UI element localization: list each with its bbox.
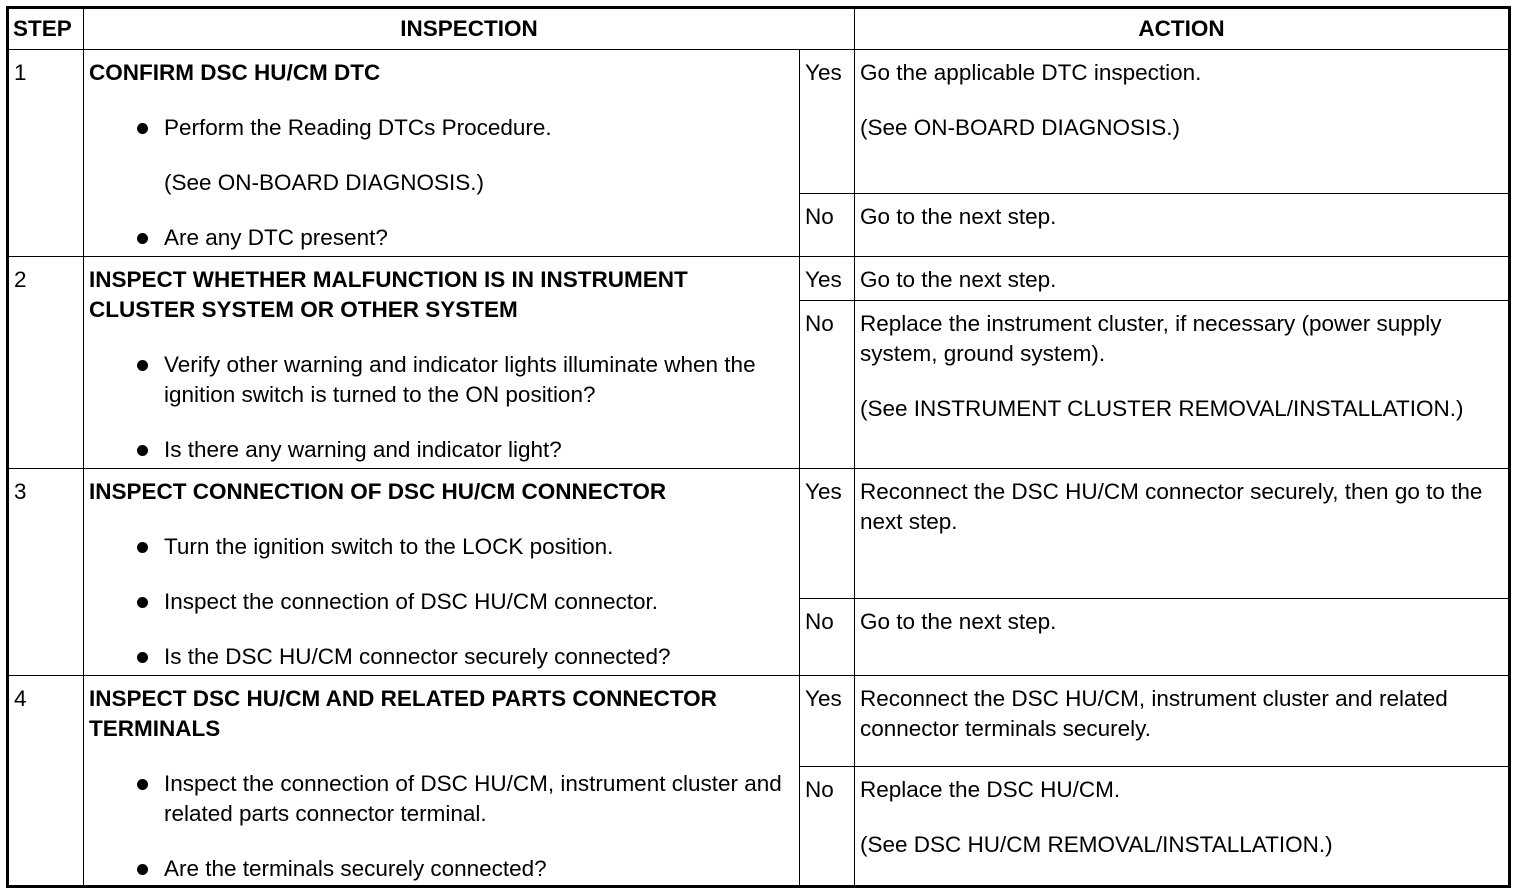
step-4-yes-row bbox=[8, 676, 1510, 767]
bullet-item: Turn the ignition switch to the LOCK position. bbox=[89, 532, 793, 562]
no-label: No bbox=[800, 194, 855, 257]
step-number: 2 bbox=[8, 257, 84, 469]
no-label: No bbox=[800, 599, 855, 676]
step-4-inspection bbox=[84, 676, 800, 887]
step-number: 1 bbox=[8, 50, 84, 257]
bullet-item: Are the terminals securely connected? bbox=[89, 854, 793, 884]
reference-text: (See ON-BOARD DIAGNOSIS.) bbox=[860, 115, 1181, 140]
step-3-inspection bbox=[84, 469, 800, 676]
step-2-yes-row bbox=[8, 257, 1510, 301]
header-row bbox=[8, 8, 1510, 50]
action-text: Replace the DSC HU/CM. bbox=[860, 777, 1121, 802]
reference-text: (See INSTRUMENT CLUSTER REMOVAL/INSTALLATION.) bbox=[860, 396, 1464, 421]
step-title: INSPECT CONNECTION OF DSC HU/CM CONNECTOR bbox=[89, 479, 667, 504]
bullet-item: Verify other warning and indicator lights illuminate when the ignition switch is turned to the ON position? bbox=[89, 350, 793, 410]
action-text: Reconnect the DSC HU/CM, instrument cluster and related connector terminals securely. bbox=[860, 686, 1448, 741]
step-1-inspection bbox=[84, 50, 800, 257]
bullet-item: Inspect the connection of DSC HU/CM connector. bbox=[89, 587, 793, 617]
bullet-item: Inspect the connection of DSC HU/CM, instrument cluster and related parts connector terminal. bbox=[89, 769, 793, 829]
reference-text: (See ON-BOARD DIAGNOSIS.) bbox=[164, 170, 485, 195]
yes-action bbox=[855, 50, 1510, 194]
yes-action bbox=[855, 469, 1510, 599]
diagnostic-table bbox=[6, 6, 1511, 888]
no-action bbox=[855, 767, 1510, 887]
step-title: INSPECT DSC HU/CM AND RELATED PARTS CONNECTOR TERMINALS bbox=[89, 686, 717, 741]
action-text: Reconnect the DSC HU/CM connector securely, then go to the next step. bbox=[860, 479, 1483, 534]
action-text: Go the applicable DTC inspection. bbox=[860, 60, 1202, 85]
yes-action bbox=[855, 676, 1510, 767]
yes-label: Yes bbox=[800, 676, 855, 767]
no-action bbox=[855, 301, 1510, 469]
step-title: CONFIRM DSC HU/CM DTC bbox=[89, 60, 381, 85]
reference-text: (See DSC HU/CM REMOVAL/INSTALLATION.) bbox=[860, 832, 1333, 857]
yes-action bbox=[855, 257, 1510, 301]
header-action: ACTION bbox=[855, 8, 1510, 50]
yes-label: Yes bbox=[800, 257, 855, 301]
step-3-yes-row bbox=[8, 469, 1510, 599]
no-action bbox=[855, 194, 1510, 257]
step-1-yes-row bbox=[8, 50, 1510, 194]
action-text: Go to the next step. bbox=[860, 204, 1057, 229]
yes-label: Yes bbox=[800, 469, 855, 599]
yes-label: Yes bbox=[800, 50, 855, 194]
step-number: 3 bbox=[8, 469, 84, 676]
no-label: No bbox=[800, 767, 855, 887]
bullet-item: Perform the Reading DTCs Procedure. bbox=[89, 113, 793, 143]
action-text: Go to the next step. bbox=[860, 267, 1057, 292]
header-inspection: INSPECTION bbox=[84, 8, 855, 50]
bullet-item: Are any DTC present? bbox=[89, 223, 793, 253]
bullet-item: Is the DSC HU/CM connector securely connected? bbox=[89, 642, 793, 672]
header-step: STEP bbox=[8, 8, 84, 50]
step-number: 4 bbox=[8, 676, 84, 887]
step-title: INSPECT WHETHER MALFUNCTION IS IN INSTRUMENT CLUSTER SYSTEM OR OTHER SYSTEM bbox=[89, 267, 688, 322]
no-label: No bbox=[800, 301, 855, 469]
bullet-item: Is there any warning and indicator light? bbox=[89, 435, 793, 465]
no-action bbox=[855, 599, 1510, 676]
action-text: Go to the next step. bbox=[860, 609, 1057, 634]
step-2-inspection bbox=[84, 257, 800, 469]
action-text: Replace the instrument cluster, if necessary (power supply system, ground system). bbox=[860, 311, 1442, 366]
